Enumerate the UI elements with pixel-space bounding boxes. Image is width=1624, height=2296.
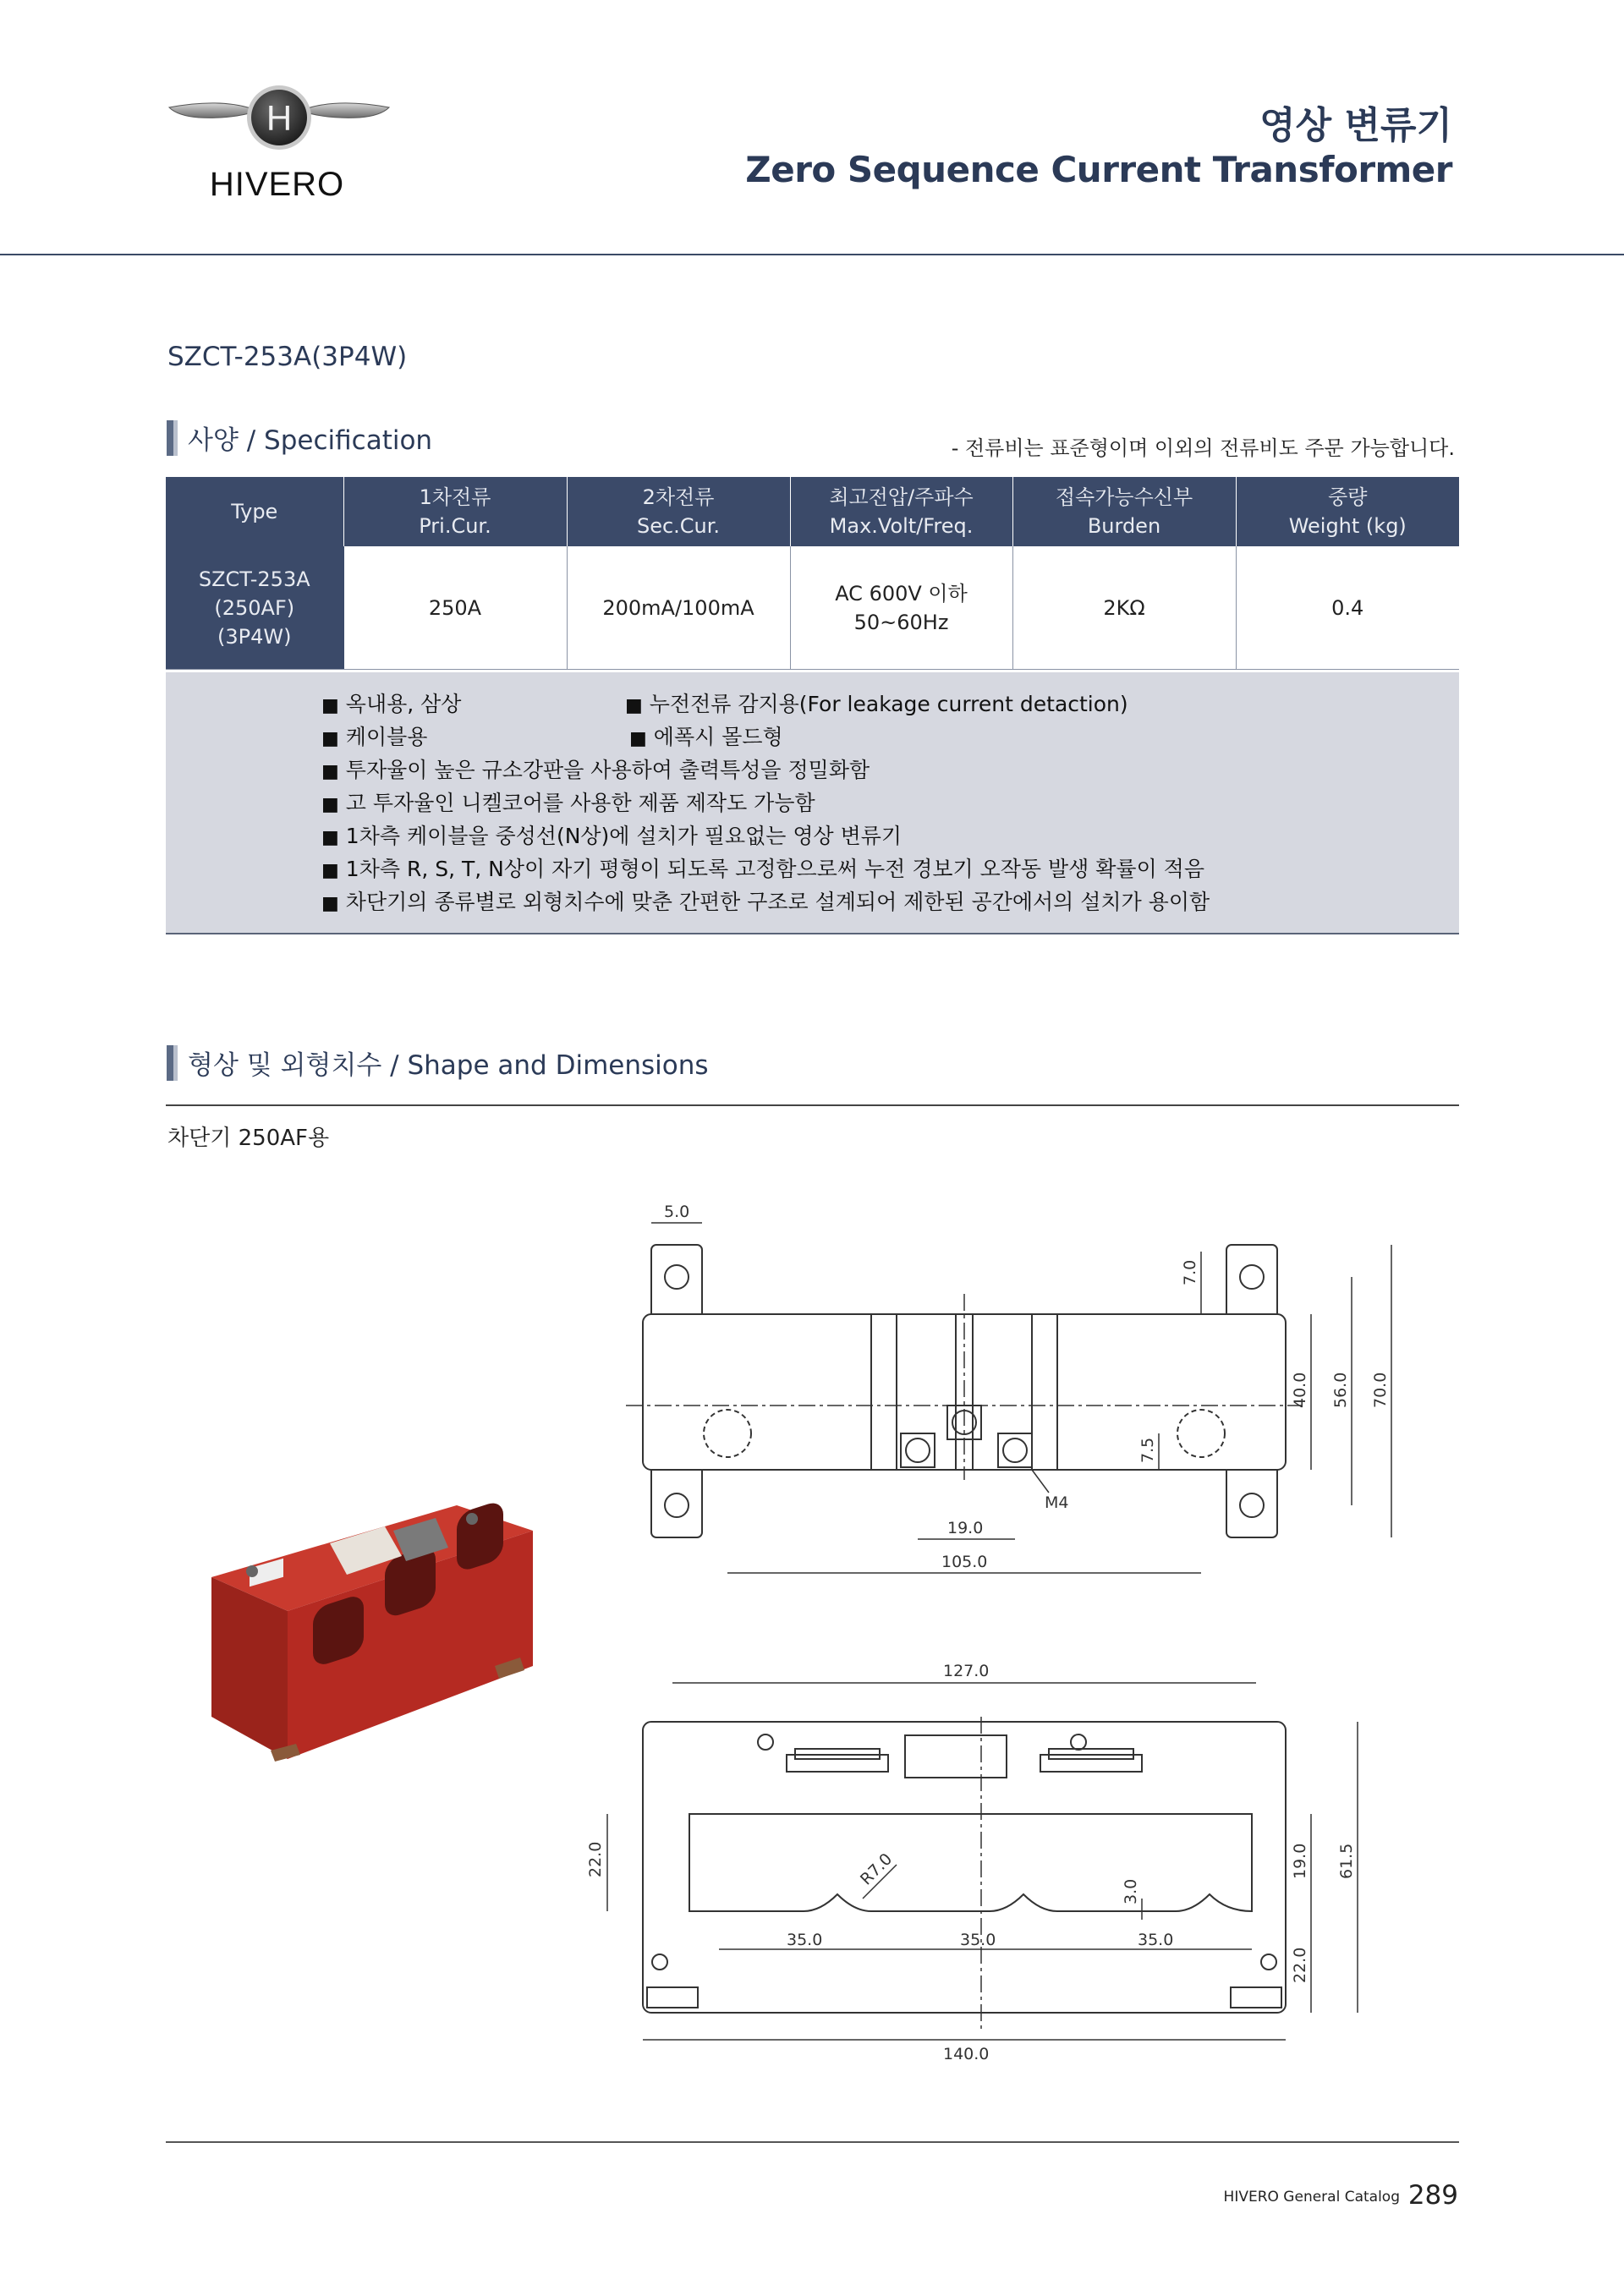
list-item: ■ 누전전류 감지용(For leakage current detaction) <box>625 688 1128 718</box>
dim-label: 61.5 <box>1337 1843 1356 1879</box>
spec-heading-text: 사양 / Specification <box>188 425 433 456</box>
dim-label: 140.0 <box>943 2045 990 2063</box>
section-marker-icon <box>167 420 178 456</box>
shape-divider <box>166 1104 1459 1106</box>
col-header-burden: 접속가능수신부 Burden <box>1012 477 1236 546</box>
page-number: 289 <box>1407 2180 1458 2211</box>
model-number: SZCT-253A(3P4W) <box>167 342 408 372</box>
top-view-drawing <box>626 1201 1413 1590</box>
col-header-weight: 중량 Weight (kg) <box>1236 477 1459 546</box>
footer-catalog-name: HIVERO General Catalog <box>1223 2189 1400 2206</box>
dim-label: 19.0 <box>947 1519 984 1537</box>
list-item: ■ 옥내용, 삼상 <box>321 688 461 718</box>
col-header-pri: 1차전류 Pri.Cur. <box>343 477 567 546</box>
shape-heading-text: 형상 및 외형치수 / Shape and Dimensions <box>188 1050 709 1081</box>
dim-label: 3.0 <box>1122 1878 1140 1904</box>
dim-label: 127.0 <box>943 1662 990 1680</box>
cell-type: SZCT-253A (250AF) (3P4W) <box>166 546 343 670</box>
page-title-english: Zero Sequence Current Transformer <box>745 149 1452 190</box>
section-marker-icon <box>167 1045 178 1081</box>
dim-label: 5.0 <box>664 1203 690 1221</box>
footer-divider <box>166 2141 1459 2143</box>
dim-label: R7.0 <box>856 1849 897 1889</box>
header-divider <box>0 254 1624 255</box>
col-header-volt: 최고전압/주파수 Max.Volt/Freq. <box>790 477 1012 546</box>
table-header-row <box>166 477 1459 546</box>
dim-label: 19.0 <box>1291 1843 1309 1879</box>
brand-name: HIVERO <box>209 166 345 203</box>
table-row <box>166 546 1459 670</box>
spec-table <box>166 477 1459 670</box>
logo-letter: H <box>266 98 293 138</box>
col-header-sec: 2차전류 Sec.Cur. <box>567 477 790 546</box>
col-header-type: Type <box>166 477 343 546</box>
dim-label: 22.0 <box>586 1841 605 1877</box>
dim-label: 40.0 <box>1291 1372 1309 1408</box>
dim-label: 7.0 <box>1181 1259 1199 1285</box>
list-item: ■ 1차측 R, S, T, N상이 자기 평형이 되도록 고정함으로써 누전 경보기 오작동 발생 확률이 적음 <box>321 852 1204 883</box>
breaker-label: 차단기 250AF용 <box>167 1126 330 1151</box>
list-item: ■ 투자율이 높은 규소강판을 사용하여 출력특성을 정밀화함 <box>321 753 870 784</box>
dim-label: 35.0 <box>960 1931 996 1949</box>
list-item: ■ 1차측 케이블을 중성선(N상)에 설치가 필요없는 영상 변류기 <box>321 819 902 850</box>
feature-list <box>166 672 1459 934</box>
list-item: ■ 에폭시 몰드형 <box>629 721 783 751</box>
dim-label: 70.0 <box>1371 1372 1390 1408</box>
list-item: ■ 고 투자율인 니켈코어를 사용한 제품 제작도 가능함 <box>321 786 815 817</box>
dim-label: 56.0 <box>1331 1372 1350 1408</box>
list-item: ■ 케이블용 <box>321 721 427 751</box>
cell-burden: 2KΩ <box>1012 546 1236 670</box>
cell-pri: 250A <box>343 546 567 670</box>
spec-section-heading <box>167 419 432 457</box>
dim-label: 35.0 <box>787 1931 823 1949</box>
dim-label: 7.5 <box>1138 1437 1157 1463</box>
spec-note: - 전류비는 표준형이며 이외의 전류비도 주문 가능합니다. <box>951 436 1455 460</box>
dim-label: 35.0 <box>1138 1931 1174 1949</box>
page-title-korean: 영상 변류기 <box>1259 104 1452 147</box>
shape-section-heading <box>167 1044 709 1082</box>
dim-label: 22.0 <box>1291 1947 1309 1983</box>
dim-label: M4 <box>1045 1493 1069 1512</box>
bottom-view-drawing <box>584 1658 1413 2063</box>
cell-sec: 200mA/100mA <box>567 546 790 670</box>
cell-volt: AC 600V 이하 50~60Hz <box>790 546 1012 670</box>
cell-weight: 0.4 <box>1236 546 1459 670</box>
dim-label: 105.0 <box>941 1553 988 1571</box>
product-photo <box>203 1497 558 1767</box>
list-item: ■ 차단기의 종류별로 외형치수에 맞춘 간편한 구조로 설계되어 제한된 공간에서의 설치가 용이함 <box>321 885 1210 916</box>
